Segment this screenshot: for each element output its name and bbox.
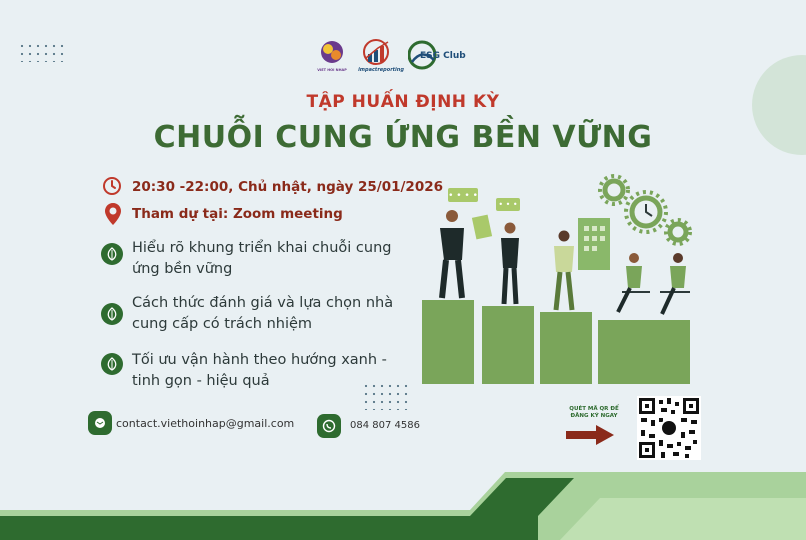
esg-club-logo (408, 38, 468, 72)
arrow-right-icon (566, 425, 614, 449)
event-title: CHUỖI CUNG ỨNG BỀN VỮNG (153, 120, 653, 155)
impact-reporting-logo (358, 36, 404, 74)
leaf-icon (101, 353, 123, 375)
leaf-icon (101, 303, 123, 325)
event-location: Tham dự tại: Zoom meeting (132, 206, 343, 222)
mail-icon (88, 411, 112, 435)
viet-hoi-nhap-logo (316, 38, 348, 74)
event-subtitle: TẬP HUẤN ĐỊNH KỲ (306, 92, 500, 112)
leaf-icon (101, 243, 123, 265)
bullet-item: Tối ưu vận hành theo hướng xanh - tinh gọn - hiệu quả (132, 352, 387, 389)
bullet-item: Hiểu rõ khung triển khai chuỗi cung ứng bền vững (132, 240, 392, 277)
qr-caption: QUÉT MÃ QR ĐỂ ĐĂNG KÝ NGAY (569, 406, 619, 419)
svg-text:• • •: • • • (498, 200, 518, 209)
whatsapp-icon (317, 414, 341, 438)
viet-hoi-nhap-logo-text: VIET HOI NHAP (317, 68, 347, 72)
contact-email[interactable]: contact.viethoinhap@gmail.com (116, 417, 295, 430)
contact-phone[interactable]: 084 807 4586 (350, 420, 420, 431)
svg-text:• • • •: • • • • (448, 191, 478, 201)
bullet-item: Cách thức đánh giá và lựa chọn nhà cung cấp có trách nhiệm (132, 295, 394, 332)
impact-reporting-logo-text: impactreporting (358, 67, 404, 73)
esg-club-logo-text: ESG Club (420, 51, 466, 61)
qr-code[interactable] (637, 396, 701, 460)
event-time: 20:30 -22:00, Chủ nhật, ngày 25/01/2026 (132, 179, 443, 195)
location-pin-icon (104, 202, 122, 230)
decorative-dots-top-left (18, 42, 68, 62)
clock-icon (102, 176, 122, 200)
bottom-decorative-band (0, 472, 806, 540)
business-team-illustration (418, 172, 694, 384)
